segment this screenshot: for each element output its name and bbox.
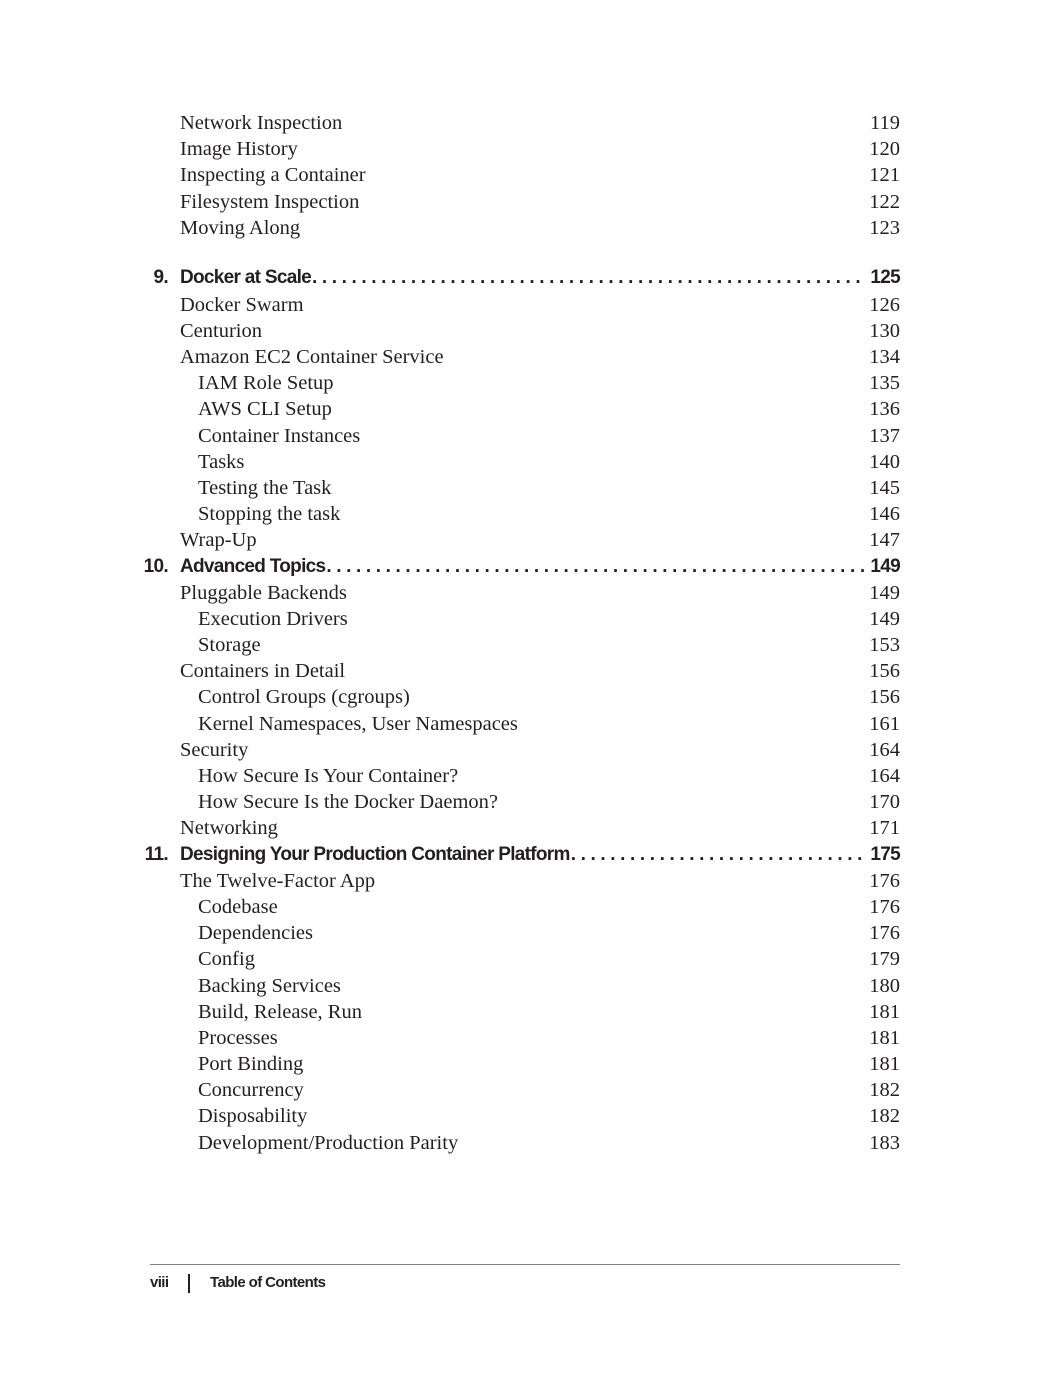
toc-subentry[interactable]: [0, 1025, 1050, 1051]
entry-page: 145: [869, 476, 900, 499]
entry-title: Kernel Namespaces, User Namespaces: [198, 712, 518, 735]
entry-page: 120: [869, 138, 900, 161]
entry-title: Inspecting a Container: [180, 164, 366, 187]
entry-page: 122: [869, 190, 900, 213]
entry-page: 176: [869, 869, 900, 892]
toc-entry[interactable]: [0, 162, 1050, 188]
entry-page: 121: [869, 164, 900, 187]
toc-subentry[interactable]: [0, 606, 1050, 632]
footer-separator: [188, 1274, 190, 1293]
toc-entry[interactable]: [0, 737, 1050, 763]
entry-page: 181: [869, 1026, 900, 1049]
entry-title: How Secure Is Your Container?: [198, 765, 459, 787]
entry-page: 134: [869, 346, 900, 368]
chapter-page: 175: [870, 843, 900, 865]
chapter-number: 9.: [153, 267, 168, 289]
entry-title: Control Groups (cgroups): [198, 686, 410, 709]
entry-title: Moving Along: [180, 216, 301, 239]
chapter-title-leader: [180, 554, 864, 580]
toc-subentry[interactable]: [0, 1051, 1050, 1077]
entry-title: Codebase: [198, 895, 278, 918]
entry-title: Filesystem Inspection: [180, 190, 360, 213]
toc-entry[interactable]: [0, 344, 1050, 370]
toc-subentry[interactable]: [0, 920, 1050, 946]
toc-subentry[interactable]: [0, 423, 1050, 449]
toc-entry[interactable]: [0, 292, 1050, 318]
toc-subentry[interactable]: [0, 449, 1050, 475]
toc-entry[interactable]: [0, 110, 1050, 136]
toc-subentry[interactable]: [0, 684, 1050, 710]
entry-title: Stopping the task: [198, 503, 341, 526]
toc-subentry[interactable]: [0, 763, 1050, 789]
entry-page: 130: [869, 319, 900, 342]
chapter-9-section: [0, 265, 1050, 553]
toc-entry[interactable]: [0, 215, 1050, 241]
chapter-page: 149: [870, 555, 900, 577]
toc-subentry[interactable]: [0, 370, 1050, 396]
chapter-title-leader: [180, 265, 864, 291]
entry-page: 182: [869, 1079, 900, 1102]
chapter-title-leader: [180, 842, 864, 868]
entry-page: 149: [869, 581, 900, 604]
entry-title: Storage: [198, 634, 261, 657]
toc-subentry[interactable]: [0, 632, 1050, 658]
entry-title: Dependencies: [198, 922, 313, 945]
dot-leader: [571, 842, 864, 868]
toc-subentry[interactable]: [0, 475, 1050, 501]
entry-title: Backing Services: [198, 974, 341, 997]
toc-entry[interactable]: [0, 318, 1050, 344]
dot-leader: [312, 265, 864, 291]
entry-page: 140: [869, 450, 900, 473]
entry-title: Config: [198, 948, 255, 971]
chapter-heading[interactable]: [0, 265, 1050, 291]
entry-title: Container Instances: [198, 424, 361, 447]
footer-divider: [150, 1264, 900, 1265]
entry-title: AWS CLI Setup: [198, 398, 332, 421]
chapter-number: 10.: [143, 555, 168, 577]
toc-subentry[interactable]: [0, 894, 1050, 920]
entry-page: 161: [869, 712, 900, 735]
entry-page: 176: [869, 922, 900, 945]
entry-page: 179: [869, 948, 900, 971]
toc-entry[interactable]: [0, 189, 1050, 215]
entry-page: 164: [869, 765, 900, 787]
entry-title: Tasks: [198, 450, 245, 473]
entry-title: Pluggable Backends: [180, 581, 347, 604]
entry-page: 119: [870, 112, 900, 134]
chapter-10-section: [0, 554, 1050, 842]
entry-page: 181: [869, 1053, 900, 1076]
toc-subentry[interactable]: [0, 999, 1050, 1025]
chapter-heading[interactable]: [0, 554, 1050, 580]
toc-subentry[interactable]: [0, 711, 1050, 737]
entry-page: 123: [869, 216, 900, 239]
entry-title: Containers in Detail: [180, 660, 346, 683]
entry-page: 135: [869, 372, 900, 395]
chapter-heading[interactable]: [0, 842, 1050, 868]
entry-title: Testing the Task: [198, 476, 332, 499]
toc-subentry[interactable]: [0, 501, 1050, 527]
entry-page: 137: [869, 424, 900, 447]
entry-title: Concurrency: [198, 1079, 304, 1102]
entry-title: Execution Drivers: [198, 607, 348, 630]
entry-title: Security: [180, 738, 249, 761]
entry-page: 176: [869, 895, 900, 918]
entry-page: 136: [869, 398, 900, 421]
entry-title: IAM Role Setup: [198, 372, 334, 395]
entry-title: Docker Swarm: [180, 293, 304, 316]
toc-entry[interactable]: [0, 580, 1050, 606]
entry-title: Build, Release, Run: [198, 1000, 362, 1023]
toc-subentry[interactable]: [0, 1103, 1050, 1129]
entry-page: 156: [869, 686, 900, 709]
toc-subentry[interactable]: [0, 396, 1050, 422]
toc-entry[interactable]: [0, 658, 1050, 684]
entry-title: The Twelve-Factor App: [180, 869, 376, 892]
entry-title: Processes: [198, 1026, 278, 1049]
entry-title: How Secure Is the Docker Daemon?: [198, 791, 498, 814]
entry-title: Amazon EC2 Container Service: [180, 346, 444, 368]
entry-page: 164: [869, 738, 900, 761]
toc-subentry[interactable]: [0, 946, 1050, 972]
toc-entry[interactable]: [0, 815, 1050, 841]
entry-page: 171: [869, 817, 900, 840]
entry-title: Port Binding: [198, 1053, 304, 1076]
chapter-title: Designing Your Production Container Platform: [180, 842, 571, 868]
continued-entries: [0, 110, 1050, 241]
table-of-contents: [0, 110, 1050, 1156]
entry-page: 146: [869, 503, 900, 526]
chapter-11-section: [0, 842, 1050, 1156]
entry-page: 147: [869, 529, 900, 552]
toc-entry[interactable]: [0, 527, 1050, 553]
entry-title: Image History: [180, 138, 298, 161]
entry-title: Network Inspection: [180, 112, 343, 134]
toc-subentry[interactable]: [0, 973, 1050, 999]
toc-entry[interactable]: [0, 136, 1050, 162]
chapter-number: 11.: [144, 843, 168, 865]
chapter-page: 125: [870, 267, 900, 289]
running-head: Table of Contents: [210, 1274, 326, 1291]
chapter-title: Advanced Topics: [180, 554, 326, 580]
entry-page: 181: [869, 1000, 900, 1023]
entry-title: Centurion: [180, 319, 262, 342]
entry-page: 126: [869, 293, 900, 316]
entry-title: Development/Production Parity: [198, 1131, 459, 1154]
entry-page: 182: [869, 1105, 900, 1128]
entry-page: 149: [869, 607, 900, 630]
dot-leader: [326, 554, 864, 580]
entry-title: Networking: [180, 817, 278, 840]
entry-page: 183: [869, 1131, 900, 1154]
entry-title: Wrap-Up: [180, 529, 257, 552]
toc-subentry[interactable]: [0, 1130, 1050, 1156]
toc-entry[interactable]: [0, 868, 1050, 894]
toc-subentry[interactable]: [0, 789, 1050, 815]
entry-page: 156: [869, 660, 900, 683]
toc-subentry[interactable]: [0, 1077, 1050, 1103]
page-folio: viii: [150, 1274, 169, 1291]
entry-page: 180: [869, 974, 900, 997]
entry-title: Disposability: [198, 1105, 308, 1128]
chapter-title: Docker at Scale: [180, 265, 312, 291]
entry-page: 153: [869, 634, 900, 657]
entry-page: 170: [869, 791, 900, 814]
